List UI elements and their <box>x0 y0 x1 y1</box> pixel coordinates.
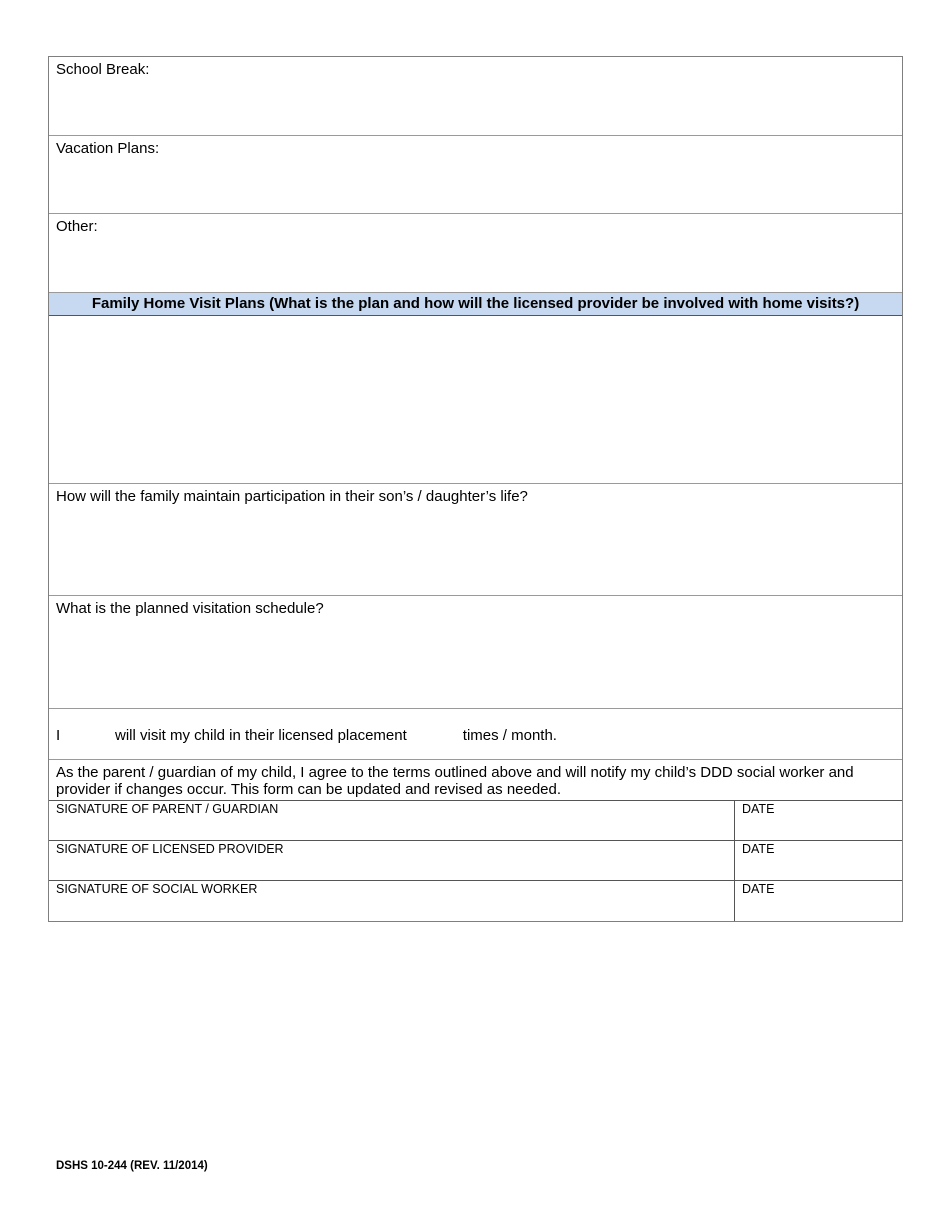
visit-pronoun: I <box>56 727 61 744</box>
visit-plan-form <box>48 56 903 922</box>
signature-parent-label: SIGNATURE OF PARENT / GUARDIAN <box>56 802 279 816</box>
family-home-visit-field[interactable] <box>49 316 902 484</box>
visit-frequency-statement <box>49 709 902 760</box>
signature-provider-field[interactable] <box>49 841 735 880</box>
date-parent-field[interactable] <box>735 801 902 840</box>
signature-social-worker-label: SIGNATURE OF SOCIAL WORKER <box>56 882 258 896</box>
visitation-schedule-field[interactable] <box>49 596 902 709</box>
date-social-worker-label: DATE <box>742 882 775 896</box>
signature-row-parent <box>49 801 902 841</box>
signature-social-worker-field[interactable] <box>49 881 735 921</box>
form-id-footer: DSHS 10-244 (REV. 11/2014) <box>56 1160 208 1172</box>
vacation-plans-field[interactable] <box>49 136 902 214</box>
visit-statement-suffix: times / month. <box>462 727 557 744</box>
other-field[interactable] <box>49 214 902 293</box>
date-provider-label: DATE <box>742 842 775 856</box>
vacation-plans-label: Vacation Plans: <box>56 140 160 157</box>
family-home-visit-heading-text: Family Home Visit Plans (What is the plan and how will the licensed provider be involved with home visits?) <box>91 295 860 312</box>
signature-provider-label: SIGNATURE OF LICENSED PROVIDER <box>56 842 284 856</box>
family-home-visit-heading <box>49 293 902 316</box>
other-label: Other: <box>56 218 98 235</box>
agreement-text: As the parent / guardian of my child, I agree to the terms outlined above and will notify my child’s DDD social worker and provider if changes occur. This form can be updated and revised as needed. <box>56 764 854 798</box>
date-social-worker-field[interactable] <box>735 881 902 921</box>
school-break-label: School Break: <box>56 61 150 78</box>
family-participation-question: How will the family maintain participation in their son’s / daughter’s life? <box>56 488 528 505</box>
date-parent-label: DATE <box>742 802 775 816</box>
date-provider-field[interactable] <box>735 841 902 880</box>
signature-parent-field[interactable] <box>49 801 735 840</box>
school-break-field[interactable] <box>49 57 902 136</box>
visit-statement-text: will visit my child in their licensed placement <box>115 727 407 744</box>
agreement-statement <box>49 760 902 801</box>
visitation-schedule-question: What is the planned visitation schedule? <box>56 600 324 617</box>
signature-row-provider <box>49 841 902 881</box>
signature-row-social-worker <box>49 881 902 921</box>
family-participation-field[interactable] <box>49 484 902 596</box>
